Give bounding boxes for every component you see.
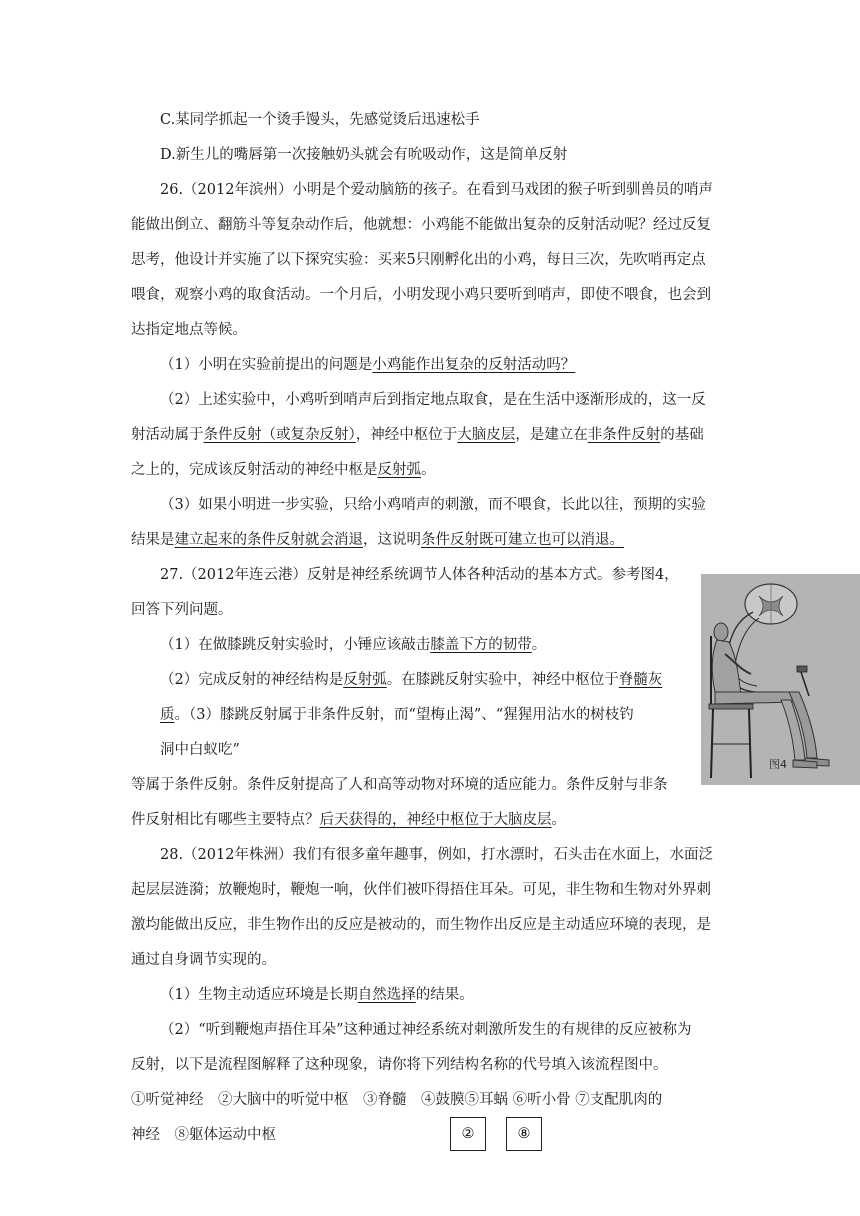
flow-box-1: ② xyxy=(450,1117,486,1151)
q26-part3-answer-2: 条件反射既可建立也可以消退。 xyxy=(421,532,624,548)
q26-part2-line-3 xyxy=(131,460,436,480)
q27-part1-prefix: （1）在做膝跳反射实验时，小锤应该敲击 xyxy=(160,637,431,653)
q26-part2-answer-1: 条件反射（或复杂反射） xyxy=(203,427,356,443)
q26-part1-prefix: （1）小明在实验前提出的问题是 xyxy=(160,357,373,373)
q26-part2-text-e: 之上的，完成该反射活动的神经中枢是 xyxy=(131,462,378,478)
q27-part2-line-3: 洞中白蚁吃” xyxy=(160,742,240,758)
q28-intro-line-3: 激均能做出反应，非生物作出的反应是被动的，而生物作出反应是主动适应环境的表现，是 xyxy=(131,917,711,933)
q26-intro-line-4: 喂食，观察小鸡的取食活动。一个月后，小明发现小鸡只要听到哨声，即使不喂食，也会到 xyxy=(131,287,711,303)
q28-options-line-1: ①听觉神经 ②大脑中的听觉中枢 ③脊髓 ④鼓膜⑤耳蜗 ⑥听小骨 ⑦支配肌肉的 xyxy=(131,1092,663,1108)
q28-part1-answer: 自然选择 xyxy=(357,987,416,1003)
q27-part2-text-b: 。在膝跳反射实验中，神经中枢位于 xyxy=(386,672,619,688)
q26-part3-text-a: 结果是 xyxy=(131,532,175,548)
q26-part2-text-b: ，神经中枢位于 xyxy=(355,427,458,443)
q27-part3-line-1: 等属于条件反射。条件反射提高了人和高等动物对环境的适应能力。条件反射与非条 xyxy=(131,777,668,793)
q26-part3-answer-1: 建立起来的条件反射就会消退 xyxy=(174,532,363,548)
q28-part1-text-b: 的结果。 xyxy=(415,987,474,1003)
q27-part2-answer-2a: 脊髓灰 xyxy=(618,672,663,688)
figure-4-label: 图4 xyxy=(769,758,787,771)
q27-part3-text-a: 件反射相比有哪些主要特点？ xyxy=(131,812,320,828)
q27-part1 xyxy=(160,635,546,655)
q26-part1-answer: 小鸡能作出复杂的反射活动吗？ xyxy=(372,357,576,373)
q27-part3-line-2 xyxy=(131,810,566,830)
q27-part1-suffix: 。 xyxy=(531,637,547,653)
q27-intro-line-2: 回答下列问题。 xyxy=(131,602,233,618)
q28-intro-line-4: 通过自身调节实现的。 xyxy=(131,952,276,968)
q27-part3-answer: 后天获得的，神经中枢位于大脑皮层 xyxy=(319,812,552,828)
knee-reflex-illustration xyxy=(701,574,860,785)
q27-part2-text-a: （2）完成反射的神经结构是 xyxy=(160,672,344,688)
q27-part2-text-c: 。（3）膝跳反射属于非条件反射，而“望梅止渴”、“猩猩用沾水的树枝钓 xyxy=(174,707,634,723)
q27-part1-answer: 膝盖下方的韧带 xyxy=(430,637,532,653)
q28-part2-line-2: 反射，以下是流程图解释了这种现象，请你将下列结构名称的代号填入该流程图中。 xyxy=(131,1057,668,1073)
q27-part2-answer-2b: 质 xyxy=(160,707,175,723)
q28-part1 xyxy=(160,985,474,1005)
q28-part1-text-a: （1）生物主动适应环境是长期 xyxy=(160,987,358,1003)
q26-part2-line-2 xyxy=(131,425,704,445)
q26-part2-text-c: ，是建立在 xyxy=(515,427,588,443)
q27-part2-answer-1: 反射弧 xyxy=(343,672,387,688)
q26-part2-answer-3: 非条件反射 xyxy=(587,427,661,443)
q26-part2-text-d: 的基础 xyxy=(660,427,704,443)
q26-part2-text-a: 射活动属于 xyxy=(131,427,204,443)
q26-intro-line-3: 思考，他设计并实施了以下探究实验：买来5只刚孵化出的小鸡，每日三次，先吹哨再定点 xyxy=(131,252,706,268)
q26-intro-line-5: 达指定地点等候。 xyxy=(131,322,247,338)
q26-part3-text-b: ，这说明 xyxy=(363,532,421,548)
q28-intro-line-2: 起层层涟漪；放鞭炮时，鞭炮一响，伙伴们被吓得捂住耳朵。可见，非生物和生物对外界刺 xyxy=(131,882,711,898)
q27-part2-line-2 xyxy=(160,705,634,725)
q26-part3-line-2 xyxy=(131,530,624,550)
q26-intro-line-2: 能做出倒立、翻筋斗等复杂动作后，他就想：小鸡能不能做出复杂的反射活动呢？经过反复 xyxy=(131,217,711,233)
figure-4-knee-reflex-image xyxy=(701,574,860,785)
q28-intro-line-1: 28.（2012年株洲）我们有很多童年趣事，例如，打水漂时，石头击在水面上，水面泛 xyxy=(160,847,713,863)
flow-box-2: ⑧ xyxy=(506,1117,542,1151)
option-c-text: C.某同学抓起一个烫手馒头，先感觉烫后迅速松手 xyxy=(160,112,480,128)
q28-part2-line-1: （2）“听到鞭炮声捂住耳朵”这种通过神经系统对刺激所发生的有规律的反应被称为 xyxy=(160,1022,692,1038)
q26-part2-text-f: 。 xyxy=(421,462,436,478)
q26-part2-line-1: （2）上述实验中，小鸡听到哨声后到指定地点取食，是在生活中逐渐形成的，这一反 xyxy=(160,392,706,408)
option-d-text: D.新生儿的嘴唇第一次接触奶头就会有吮吸动作，这是简单反射 xyxy=(160,147,568,163)
q26-intro-line-1: 26.（2012年滨州）小明是个爱动脑筋的孩子。在看到马戏团的猴子听到驯兽员的哨声 xyxy=(160,182,713,198)
q28-options-line-2: 神经 ⑧躯体运动中枢 xyxy=(131,1127,276,1143)
q27-part2-line-1 xyxy=(160,670,662,690)
q27-part3-text-b: 。 xyxy=(551,812,566,828)
q26-part1 xyxy=(160,355,575,375)
q27-intro-line-1: 27.（2012年连云港）反射是神经系统调节人体各种活动的基本方式。参考图4， xyxy=(160,567,679,583)
q26-part2-answer-4: 反射弧 xyxy=(377,462,421,478)
q26-part3-line-1: （3）如果小明进一步实验，只给小鸡哨声的刺激，而不喂食，长此以往，预期的实验 xyxy=(160,497,706,513)
q26-part2-answer-2: 大脑皮层 xyxy=(457,427,516,443)
